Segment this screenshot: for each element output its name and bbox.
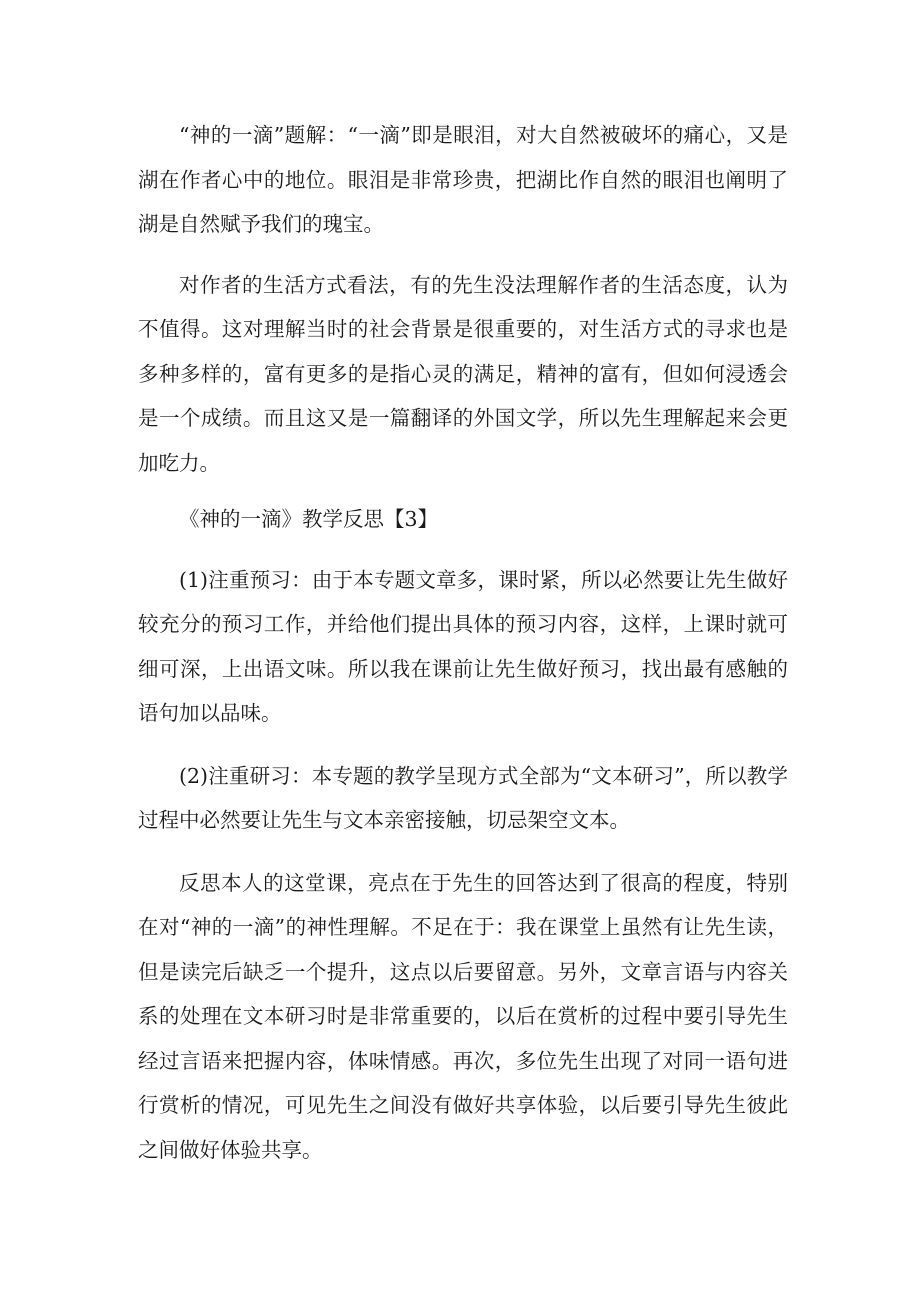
paragraph-study-focus: (2)注重研习：本专题的教学呈现方式全部为“文本研习”，所以教学过程中必然要让先生与文本亲密接触，切忌架空文本。 <box>138 763 788 832</box>
section-heading: 《神的一滴》教学反思【3】 <box>179 507 439 531</box>
paragraph-lifestyle-view: 对作者的生活方式看法，有的先生没法理解作者的生活态度，认为不值得。这对理解当时的社会背景是很重要的，对生活方式的寻求也是多种多样的，富有更多的是指心灵的满足，精神的富有，但如何浸透会是一个成绩。而且这又是一篇翻译的外国文学，所以先生理解起来会更加吃力。 <box>138 272 788 475</box>
paragraph-title-explanation: “神的一滴”题解：“一滴”即是眼泪，对大自然被破坏的痛心，又是湖在作者心中的地位。眼泪是非常珍贵，把湖比作自然的眼泪也阐明了湖是自然赋予我们的瑰宝。 <box>138 123 788 236</box>
paragraph-preview-focus: (1)注重预习：由于本专题文章多，课时紧，所以必然要让先生做好较充分的预习工作，并给他们提出具体的预习内容，这样，上课时就可细可深，上出语文味。所以我在课前让先生做好预习，找出最有感触的语句加以品味。 <box>138 567 788 725</box>
document-page <box>138 113 788 1172</box>
paragraph-lesson-reflection: 反思本人的这堂课，亮点在于先生的回答达到了很高的程度，特别在对“神的一滴”的神性理解。不足在于：我在课堂上虽然有让先生读，但是读完后缺乏一个提升，这点以后要留意。另外，文章言语与内容关系的处理在文本研习时是非常重要的，以后在赏析的过程中要引导先生经过言语来把握内容，体味情感。再次，多位先生出现了对同一语句进行赏析的情况，可见先生之间没有做好共享体验，以后要引导先生彼此之间做好体验共享。 <box>138 870 788 1162</box>
